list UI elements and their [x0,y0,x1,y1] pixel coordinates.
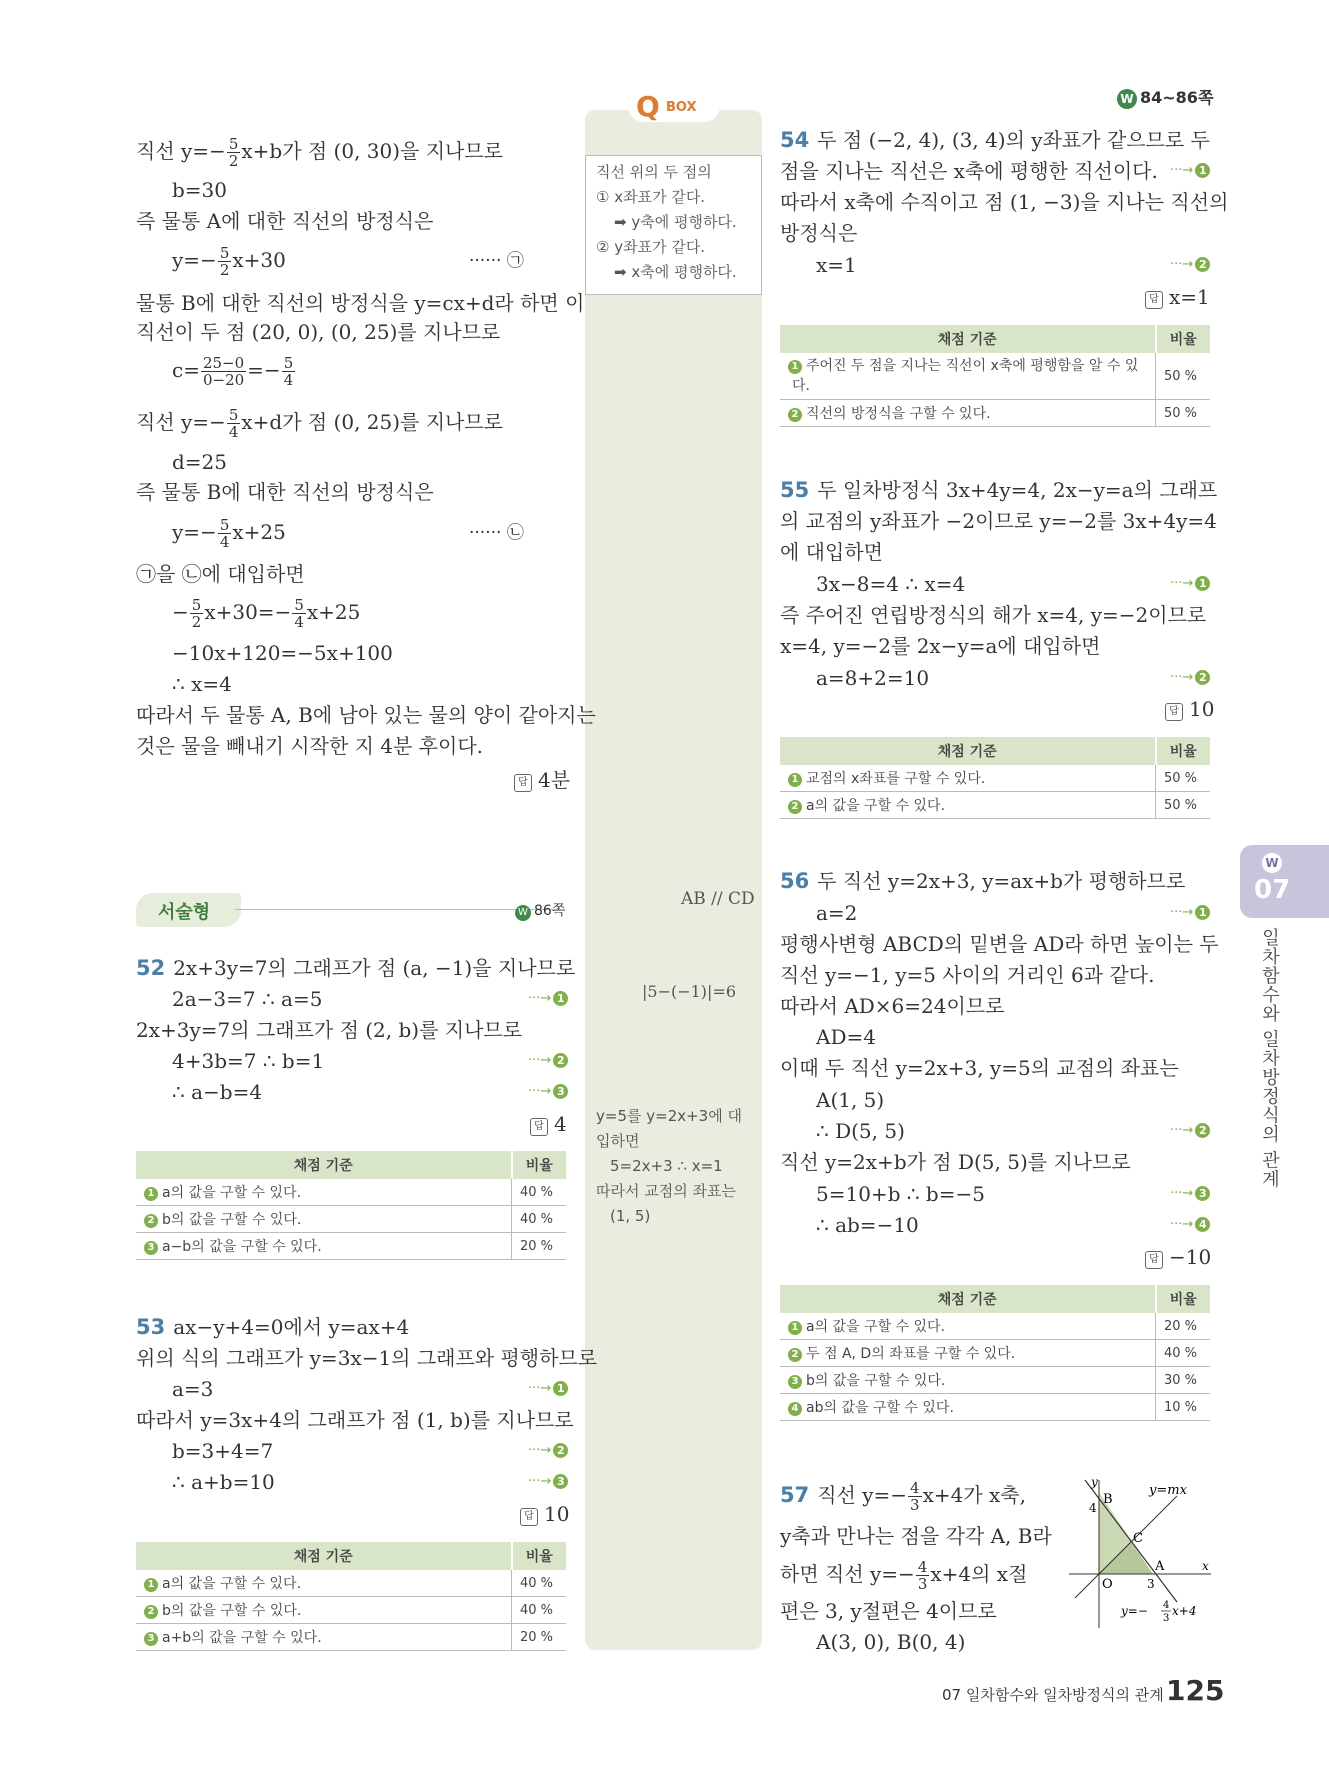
q55-line: 즉 주어진 연립방정식의 해가 x=4, y=−2이므로 [780,603,1207,627]
left-line: 직선이 두 점 (20, 0), (0, 25)를 지나므로 [136,320,501,344]
q55-line: x=4, y=−2를 2x−y=a에 대입하면 [780,634,1101,658]
step-marker: ···→ 2 [528,1443,568,1458]
q55-line: 3x−8=4 ∴ x=4 [816,572,966,596]
q54-line [780,127,1210,153]
q-logo-icon: Q [636,90,660,123]
q52-line: 4+3b=7 ∴ b=1 [172,1049,325,1073]
point-c-label: C [1133,1531,1143,1546]
criteria-row: 1 교점의 x좌표를 구할 수 있다. [780,765,1156,792]
q56-line: ∴ ab=−10 [816,1213,919,1237]
y-label: y [1091,1478,1098,1489]
fraction [292,597,306,630]
step-marker: ···→ 2 [528,1053,568,1068]
line-label-num: 4 [1163,1600,1170,1611]
note-line: y=5를 y=2x+3에 대 [596,1107,742,1125]
criteria-header: 채점 기준 [780,1285,1156,1313]
denom: 2 [228,152,239,170]
q57-graph [1065,1478,1215,1630]
q56-line: A(1, 5) [816,1088,885,1112]
numer: 5 [228,406,239,424]
criteria-row: 1 a의 값을 구할 수 있다. [136,1570,512,1597]
answer-icon: 답 [514,774,532,792]
text: x+4의 x절 [930,1562,1028,1586]
left-line [136,407,503,440]
fraction [227,136,241,169]
header-page-range: 84~86쪽 [1140,88,1214,107]
ratio-cell: 40 % [512,1570,567,1597]
denom: 0−20 [202,371,245,389]
q56-line: 평행사변형 ABCD의 밑변을 AD라 하면 높이는 두 [780,932,1219,956]
q54-line: 따라서 x축에 수직이고 점 (1, −3)을 지나는 직선의 [780,190,1229,214]
tick-3: 3 [1147,1577,1155,1591]
q53-line: 위의 식의 그래프가 y=3x−1의 그래프와 평행하므로 [136,1346,598,1370]
footer-chapter: 07 일차함수와 일차방정식의 관계 [942,1686,1164,1704]
q54-line: 점을 지나는 직선은 x축에 평행한 직선이다. [780,159,1158,183]
q52-line [136,955,575,981]
numer: 5 [283,354,294,372]
footer-page-number: 125 [1166,1674,1225,1707]
answer-52 [530,1112,567,1136]
text: 하면 직선 y=− [780,1562,915,1586]
ratio-header: 비율 [1156,737,1211,765]
criteria-row: 2 b의 값을 구할 수 있다. [136,1597,512,1624]
q56-line: 직선 y=2x+b가 점 D(5, 5)를 지나므로 [780,1150,1131,1174]
q53-line: 따라서 y=3x+4의 그래프가 점 (1, b)를 지나므로 [136,1408,574,1432]
ratio-cell: 50 % [1156,400,1211,427]
criteria-row: 1 a의 값을 구할 수 있다. [136,1179,512,1206]
text: y=− [172,248,217,272]
fraction [282,355,296,388]
note-line: ➡ x축에 평행하다. [614,263,737,281]
q56-line [780,868,1185,894]
answer-icon: 답 [520,1508,538,1526]
left-line: ㉠을 ㉡에 대입하면 [136,562,305,586]
q54-line: x=1 [816,253,857,277]
q53-line [136,1314,409,1340]
text: x+30 [232,248,286,272]
ratio-cell: 20 % [512,1233,567,1260]
q54-line: 방정식은 [780,221,858,245]
text: x+30=− [204,600,292,624]
q55-line: 의 교점의 y좌표가 −2이므로 y=−2를 3x+4y=4 [780,509,1217,533]
q53-line: b=3+4=7 [172,1439,274,1463]
text: c= [172,358,200,382]
text: x+25 [306,600,361,624]
criteria-table-55 [780,737,1210,819]
note-line: ② y좌표가 같다. [596,238,706,256]
x-label: x [1202,1559,1209,1573]
q52-line: 2a−3=7 ∴ a=5 [172,987,323,1011]
left-line: ∴ x=4 [172,672,232,696]
numer: 5 [219,516,230,534]
criteria-row: 2 b의 값을 구할 수 있다. [136,1206,512,1233]
q52-line: ∴ a−b=4 [172,1080,263,1104]
q55-line: a=8+2=10 [816,666,930,690]
answer-51 [514,764,570,793]
numer: 25−0 [202,354,245,372]
question-number: 57 [780,1483,810,1507]
q57-line [780,1480,1026,1513]
denom: 4 [219,533,230,551]
criteria-header: 채점 기준 [780,325,1156,353]
left-line: 즉 물통 B에 대한 직선의 방정식은 [136,480,434,504]
marker: ······ ㉡ [469,523,524,543]
text: 두 직선 y=2x+3, y=ax+b가 평행하므로 [817,869,1186,893]
note-line: 5=2x+3 ∴ x=1 [610,1157,723,1175]
ratio-cell: 30 % [1156,1367,1211,1394]
header-pages [1117,85,1213,109]
q-note-abs: |5−(−1)|=6 [642,982,737,1001]
ratio-cell: 40 % [512,1206,567,1233]
criteria-row: 2 a의 값을 구할 수 있다. [780,792,1156,819]
text: x+25 [232,520,286,544]
fraction: $\frac{4}{3}$ [917,1558,928,1593]
q57-line: A(3, 0), B(0, 4) [816,1630,966,1654]
ratio-header: 비율 [1156,1285,1211,1313]
ratio-cell: 40 % [512,1179,567,1206]
left-line [136,136,503,169]
step-marker: ···→ 1 [1170,163,1210,178]
text: 두 점 (−2, 4), (3, 4)의 y좌표가 같으므로 두 [817,128,1210,152]
text: x+4가 x축, [922,1483,1026,1507]
q-box-logo [628,88,720,122]
point-a-label: A [1155,1559,1165,1574]
answer-text: 4 [554,1112,567,1136]
q53-line: a=3 [172,1377,214,1401]
left-line: b=30 [172,178,228,202]
answer-55 [1165,697,1214,721]
question-number: 53 [136,1315,166,1339]
left-line [172,517,286,550]
step-marker: ···→ 3 [528,1474,568,1489]
point-b-label: B [1103,1492,1113,1507]
step-marker: ···→ 2 [1170,670,1210,685]
answer-text: 4분 [538,768,571,792]
text: 2x+3y=7의 그래프가 점 (a, −1)을 지나므로 [173,956,576,980]
left-line [172,245,286,278]
line-label-den: 3 [1163,1613,1170,1624]
q55-line [780,477,1217,503]
q57-line [780,1559,1027,1592]
ratio-cell: 40 % [512,1597,567,1624]
answer-icon: 답 [1145,291,1163,309]
fraction [227,407,241,440]
criteria-table-56 [780,1285,1210,1421]
q56-line: ∴ D(5, 5) [816,1119,905,1143]
criteria-row: 3 a+b의 값을 구할 수 있다. [136,1624,512,1651]
criteria-row: 1 주어진 두 점을 지나는 직선이 x축에 평행함을 알 수 있 다. [780,353,1156,400]
step-marker: ···→ 4 [1170,1217,1210,1232]
q52-line: 2x+3y=7의 그래프가 점 (2, b)를 지나므로 [136,1018,523,1042]
marker: ······ ㉠ [469,251,524,271]
q56-line: 직선 y=−1, y=5 사이의 거리인 6과 같다. [780,963,1155,987]
w-icon: W [1262,853,1282,873]
text: =− [247,358,281,382]
chapter-tab-text: 일차함수와 일차방정식의 관계 [1259,928,1280,1189]
text: y=− [172,520,217,544]
text: 두 일차방정식 3x+4y=4, 2x−y=a의 그래프 [817,478,1218,502]
criteria-header: 채점 기준 [136,1151,512,1179]
ratio-cell: 50 % [1156,792,1211,819]
q56-line: 이때 두 직선 y=2x+3, y=5의 교점의 좌표는 [780,1056,1179,1080]
note-line: (1, 5) [610,1207,651,1225]
text: x+d가 점 (0, 25)를 지나므로 [241,410,504,434]
fraction [190,597,204,630]
left-line: −10x+120=−5x+100 [172,641,393,665]
section-title: 서술형 [158,902,211,923]
answer-text: x=1 [1169,285,1210,309]
note-line: 따라서 교점의 좌표는 [596,1182,736,1200]
text: 직선 y=− [136,139,226,163]
section-page [515,900,565,921]
numer: 5 [228,135,239,153]
ratio-header: 비율 [512,1151,567,1179]
ratio-cell: 20 % [1156,1313,1211,1340]
q-note-ab-cd: AB // CD [681,889,755,909]
numer: 5 [191,596,202,614]
chapter-tab-number: 07 [1254,875,1291,905]
answer-text: −10 [1169,1245,1212,1269]
q56-line: a=2 [816,901,858,925]
left-line: 것은 물을 빼내기 시작한 지 4분 후이다. [136,734,484,758]
line-label-2: x+4 [1172,1604,1197,1618]
answer-53 [520,1502,569,1526]
question-number: 55 [780,478,810,502]
question-number: 56 [780,869,810,893]
answer-icon: 답 [1145,1251,1163,1269]
answer-54 [1145,285,1210,309]
criteria-row: 2 두 점 A, D의 좌표를 구할 수 있다. [780,1340,1156,1367]
w-icon: W [515,905,531,921]
answer-text: 10 [1189,697,1215,721]
criteria-row: 3 a−b의 값을 구할 수 있다. [136,1233,512,1260]
q55-line: 에 대입하면 [780,540,883,564]
step-marker: ···→ 1 [528,991,568,1006]
ratio-cell: 10 % [1156,1394,1211,1421]
denom: 4 [283,371,294,389]
question-number: 52 [136,956,166,980]
denom: 2 [219,261,230,279]
numer: 5 [294,596,304,614]
q57-line: 편은 3, y절편은 4이므로 [780,1599,997,1623]
fraction [218,517,232,550]
left-line: 즉 물통 A에 대한 직선의 방정식은 [136,209,434,233]
ratio-cell: 40 % [1156,1340,1211,1367]
q-logo-text: BOX [666,100,697,115]
ratio-cell: 20 % [512,1624,567,1651]
criteria-row: 1 a의 값을 구할 수 있다. [780,1313,1156,1340]
denom: 4 [228,423,239,441]
fraction [218,245,232,278]
answer-icon: 답 [1165,703,1183,721]
criteria-row: 3 b의 값을 구할 수 있다. [780,1367,1156,1394]
left-line [172,355,296,388]
q56-line: AD=4 [816,1025,876,1049]
criteria-row: 2 직선의 방정식을 구할 수 있다. [780,400,1156,427]
criteria-header: 채점 기준 [136,1542,512,1570]
fraction [201,355,246,388]
w-icon: W [1117,89,1137,109]
section-header [136,893,241,927]
text: 직선 y=− [136,410,226,434]
q57-line: y축과 만나는 점을 각각 A, B라 [780,1524,1052,1548]
q-note-3 [596,1104,742,1229]
fraction: $\frac{4}{3}$ [910,1479,920,1514]
text: ax−y+4=0에서 y=ax+4 [173,1315,410,1339]
step-marker: ···→ 2 [1170,1123,1210,1138]
ratio-cell: 50 % [1156,765,1211,792]
step-marker: ···→ 1 [1170,905,1210,920]
note-line: 입하면 [596,1132,640,1150]
mx-label: y=mx [1149,1483,1187,1498]
section-page-text: 86쪽 [534,903,566,919]
denom: 2 [191,613,202,631]
denom: 4 [294,613,304,631]
answer-56 [1145,1245,1211,1269]
answer-icon: 답 [530,1118,548,1136]
left-line [172,597,360,630]
left-line: 따라서 두 물통 A, B에 남아 있는 물의 양이 같아지는 [136,703,596,727]
text: x+b가 점 (0, 30)을 지나므로 [241,139,504,163]
step-marker: ···→ 1 [528,1381,568,1396]
left-line: 물통 B에 대한 직선의 방정식을 y=cx+d라 하면 이 [136,291,585,315]
text: − [172,600,189,624]
ratio-header: 비율 [512,1542,567,1570]
note-line: ➡ y축에 평행하다. [614,213,737,231]
q56-line: 따라서 AD×6=24이므로 [780,994,1005,1018]
step-marker: ···→ 1 [1170,576,1210,591]
criteria-table-54 [780,325,1210,427]
ratio-cell: 50 % [1156,353,1211,400]
tick-4: 4 [1089,1501,1097,1515]
q53-line: ∴ a+b=10 [172,1470,275,1494]
q56-line: 5=10+b ∴ b=−5 [816,1182,985,1206]
criteria-row: 4 ab의 값을 구할 수 있다. [780,1394,1156,1421]
origin-label: O [1102,1577,1113,1592]
numer: 5 [219,244,230,262]
step-marker: ···→ 3 [1170,1186,1210,1201]
q-box-column [585,110,762,1650]
ratio-header: 비율 [1156,325,1211,353]
left-line: d=25 [172,450,228,474]
line-label: y=− [1121,1604,1148,1618]
criteria-table-52 [136,1151,566,1260]
chapter-tab [1240,845,1329,918]
criteria-header: 채점 기준 [780,737,1156,765]
note-line: 직선 위의 두 점의 [596,163,712,181]
criteria-table-53 [136,1542,566,1651]
question-number: 54 [780,128,810,152]
text: 직선 y=− [817,1483,908,1507]
note-line: ① x좌표가 같다. [596,188,706,206]
answer-text: 10 [544,1502,570,1526]
step-marker: ···→ 3 [528,1084,568,1099]
q-note-1 [596,160,737,285]
step-marker: ···→ 2 [1170,257,1210,272]
